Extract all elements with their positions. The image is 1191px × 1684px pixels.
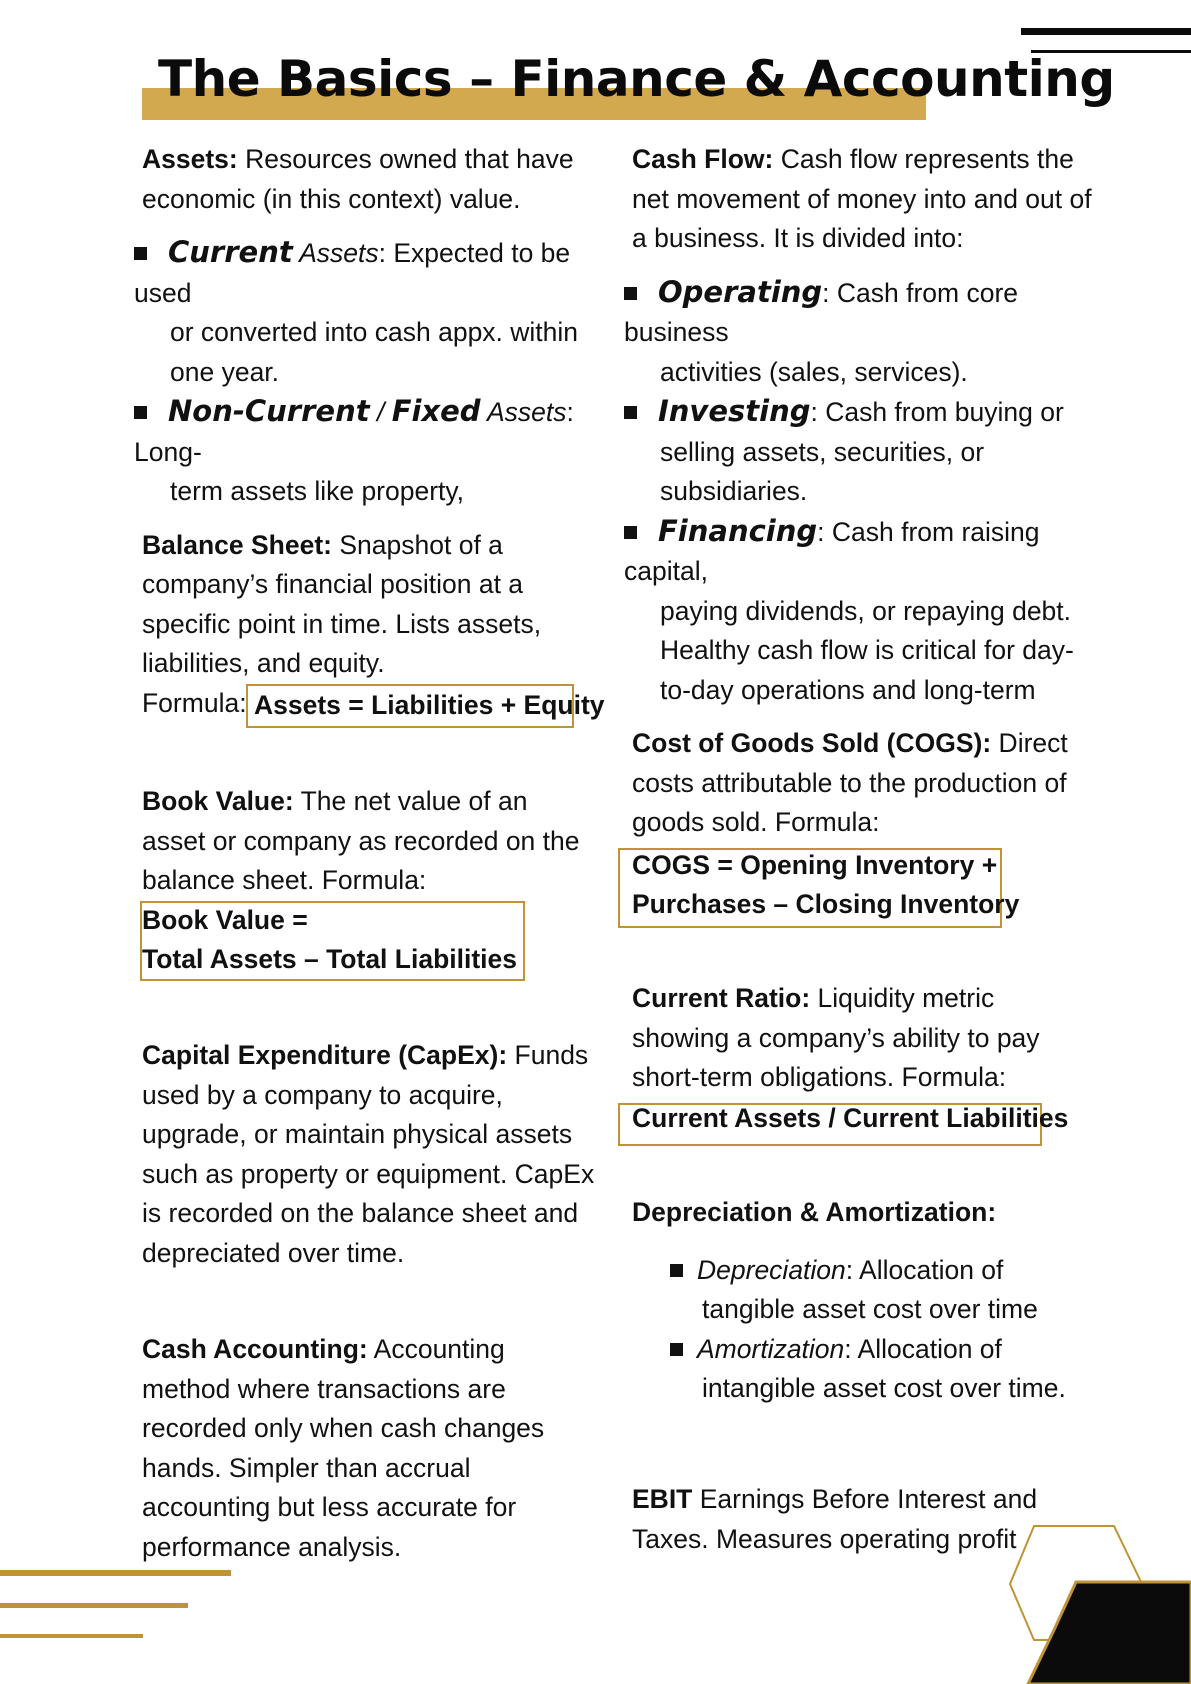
noncurrent-term: Non-Current xyxy=(168,394,370,428)
amortization-term: Amortization xyxy=(697,1333,845,1364)
bullet-square-icon xyxy=(670,1264,683,1277)
current-ratio-text: Liquidity metric showing a company’s ability to pay short-term obligations. Formula: xyxy=(632,983,1040,1092)
operating-text1: : Cash from core xyxy=(822,277,1019,308)
ebit-section xyxy=(632,1480,1062,1559)
noncurrent-text3: term assets like property, xyxy=(170,476,465,506)
noncurrent-text1: : xyxy=(566,397,574,427)
capex-text: Funds used by a company to acquire, upgrade, or maintain physical assets such as property or equipment. CapEx is recorded on the balance sheet and depreciated over time. xyxy=(142,1040,595,1268)
investing-text2: selling assets, securities, or xyxy=(660,436,985,467)
bullet-square-icon xyxy=(624,526,637,539)
investing-text3: subsidiaries. xyxy=(660,476,808,506)
cash-flow-term: Cash Flow: xyxy=(632,144,774,174)
balance-sheet-text: Snapshot of a company’s financial position at a specific point in time. Lists assets, liabilities, and equity. xyxy=(142,529,542,678)
book-value-term: Book Value: xyxy=(142,786,294,816)
right-column xyxy=(624,140,1094,843)
capex-term: Capital Expenditure (CapEx): xyxy=(142,1040,508,1070)
current-text4: one year. xyxy=(170,356,280,387)
assets-text: Resources owned that have economic (in this context) value. xyxy=(142,144,574,214)
amortization-text2: intangible asset cost over time. xyxy=(702,1373,1066,1403)
bullet-square-icon xyxy=(134,406,147,419)
financing-text4: Healthy cash flow is critical for day- xyxy=(660,635,1074,665)
current-ratio-term: Current Ratio: xyxy=(632,983,811,1013)
ebit-term: EBIT xyxy=(632,1484,693,1514)
current-ratio-formula: Current Assets / Current Liabilities xyxy=(632,1103,1069,1133)
financing-text3: paying dividends, or repaying debt. xyxy=(660,595,1072,626)
investing-term: Investing xyxy=(658,394,811,428)
noncurrent-text2: Long- xyxy=(134,436,202,467)
financing-text2: capital, xyxy=(624,556,708,586)
book-value-formula-line1: Book Value = xyxy=(142,905,308,935)
depreciation-term: Depreciation xyxy=(697,1254,846,1285)
cogs-formula-line1: COGS = Opening Inventory + xyxy=(632,850,998,880)
bottom-left-gold-line-3 xyxy=(0,1634,143,1638)
current-ratio-section xyxy=(632,979,1092,1098)
financing-text5: to-day operations and long-term xyxy=(660,674,1036,705)
book-value-formula-line2: Total Assets – Total Liabilities xyxy=(142,944,518,974)
cogs-definition xyxy=(624,724,1094,843)
bullet-investing xyxy=(624,392,1094,512)
bottom-left-gold-line-2 xyxy=(0,1603,188,1608)
balance-sheet-definition xyxy=(134,526,604,684)
cash-flow-text: Cash flow represents the net movement of money into and out of a business. It is divided into: xyxy=(632,144,1092,253)
operating-term: Operating xyxy=(658,274,823,309)
depreciation-text1: : Allocation of xyxy=(845,1254,1004,1285)
bullet-amortization xyxy=(632,1330,1092,1409)
assets-definition xyxy=(134,140,604,219)
amortization-text1: : Allocation of xyxy=(844,1333,1002,1364)
current-term: Current xyxy=(168,235,293,269)
bullet-square-icon xyxy=(670,1343,683,1356)
bottom-left-gold-line-1 xyxy=(0,1570,231,1576)
book-value-section xyxy=(142,782,592,901)
cash-accounting-term: Cash Accounting: xyxy=(142,1334,368,1364)
balance-sheet-formula-label: Formula: xyxy=(142,687,247,718)
balance-sheet-formula: Assets = Liabilities + Equity xyxy=(254,690,605,720)
top-right-thick-line xyxy=(1021,28,1191,35)
dep-amort-term: Depreciation & Amortization: xyxy=(632,1197,997,1227)
current-assets-word: Assets xyxy=(292,238,379,268)
dep-amort-section xyxy=(632,1193,1092,1409)
financing-text1: : Cash from raising xyxy=(817,516,1040,547)
capex-section xyxy=(142,1036,597,1273)
assets-term: Assets: xyxy=(142,144,238,174)
depreciation-text2: tangible asset cost over time xyxy=(702,1294,1038,1324)
ebit-text: Earnings Before Interest and Taxes. Measures operating profit xyxy=(632,1484,1038,1554)
bullet-depreciation xyxy=(632,1251,1092,1330)
current-text2: used xyxy=(134,277,192,308)
bullet-square-icon xyxy=(134,247,147,260)
bullet-square-icon xyxy=(624,287,637,300)
fixed-term: Fixed xyxy=(391,394,481,428)
investing-text1: : Cash from buying or xyxy=(810,397,1064,427)
bullet-financing xyxy=(624,512,1094,711)
cogs-term: Cost of Goods Sold (COGS): xyxy=(632,728,992,758)
current-text1: : Expected to be xyxy=(378,238,571,268)
noncurrent-slash: / xyxy=(369,397,392,427)
financing-term: Financing xyxy=(658,513,818,548)
current-text3: or converted into cash appx. within xyxy=(170,317,579,347)
page-title: The Basics – Finance & Accounting xyxy=(158,50,1115,108)
bottom-right-hexagon-decoration xyxy=(1000,1520,1191,1684)
noncurrent-assets-word: Assets xyxy=(480,397,567,427)
operating-text2: business xyxy=(624,317,729,347)
filled-hexagon xyxy=(1028,1582,1191,1684)
cogs-formula-line2: Purchases – Closing Inventory xyxy=(632,889,1020,919)
cash-accounting-text: Accounting method where transactions are recorded only when cash changes hands. Simpler than accrual accounting but less accurate for performance analysis. xyxy=(142,1334,545,1562)
bullet-square-icon xyxy=(624,406,637,419)
cogs-text: Direct costs attributable to the production of goods sold. Formula: xyxy=(632,728,1068,837)
cash-flow-definition xyxy=(624,140,1094,259)
left-column xyxy=(134,140,604,723)
bullet-operating xyxy=(624,273,1094,393)
cash-accounting-section xyxy=(142,1330,597,1567)
bullet-current-assets xyxy=(134,233,604,392)
book-value-text: The net value of an asset or company as recorded on the balance sheet. Formula: xyxy=(142,786,580,895)
bullet-noncurrent-assets xyxy=(134,392,604,512)
balance-sheet-term: Balance Sheet: xyxy=(142,529,332,560)
operating-text3: activities (sales, services). xyxy=(660,356,968,387)
